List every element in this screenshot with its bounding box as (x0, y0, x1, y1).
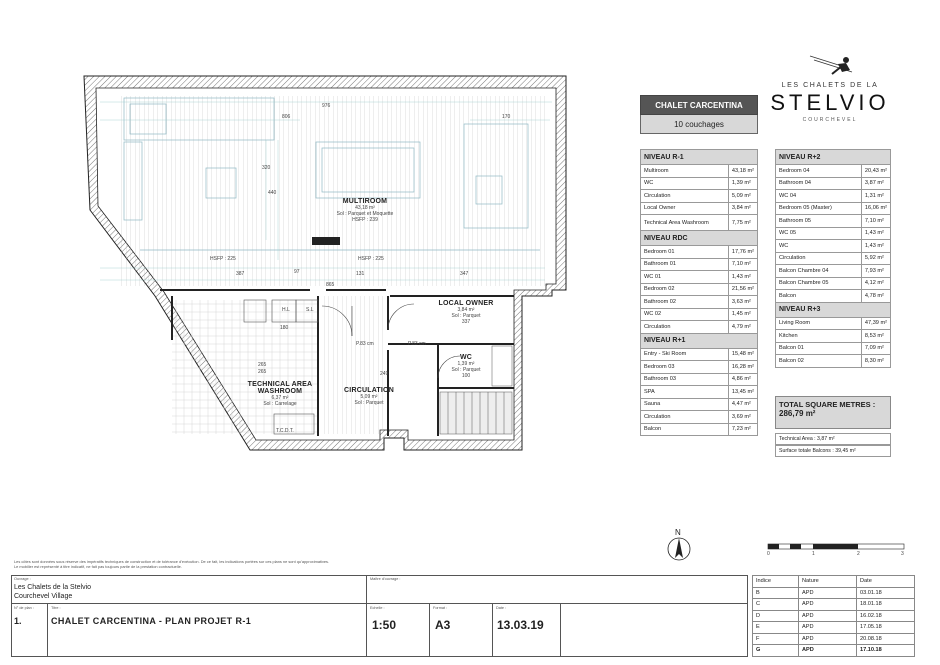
disclaimer-line: Le mobilier est représenté à titre indicatif, ne fait pas toujours partie de la prestation contractuelle. (14, 564, 182, 569)
room-area: 6,37 m² (271, 395, 289, 401)
table-row: Bathroom 03 4,86 m² (641, 373, 758, 386)
table-row: Technical Area Washroom 7,75 m² (641, 215, 758, 231)
dim-label: 976 (322, 103, 331, 109)
chalet-capacity: 10 couchages (640, 115, 758, 134)
room-local-owner (426, 300, 506, 325)
ouvrage-label: Ouvrage : (14, 577, 31, 581)
chalet-name: CHALET CARCENTINA (640, 95, 758, 115)
table-row: WC 01 1,43 m² (641, 271, 758, 284)
disclaimer (14, 559, 734, 569)
table-header-row: Indice Nature Date (753, 576, 915, 588)
logo-top-line: LES CHALETS DE LA (781, 82, 879, 89)
table-row: Bedroom 01 17,76 m² (641, 246, 758, 259)
room-floor: Sol : Parquet (451, 313, 481, 319)
table-row: WC 1,39 m² (641, 177, 758, 190)
date-label: Date : (496, 606, 507, 610)
hl-label: H.L (282, 307, 290, 313)
room-multiroom (320, 198, 410, 223)
room-name: MULTIROOM (342, 198, 388, 205)
level-title: NIVEAU R+3 (776, 302, 891, 317)
table-row: Circulation 5,92 m² (776, 252, 891, 265)
revision-table (752, 575, 915, 657)
room-floor: Sol : Parquet (354, 400, 384, 406)
room-wc (446, 354, 486, 379)
room-name: LOCAL OWNER (438, 300, 494, 307)
door-label: P.83 cm (356, 341, 374, 347)
logo-main: STELVIO (770, 90, 890, 115)
skier-logo-icon (808, 54, 858, 80)
disclaimer-line: Les côtes sont données sous réserve des impératifs techniques de construction et de tolérance d'exécution. De ce fait, les indications portées sur ces plans ne sont qu'approximatives. (14, 559, 330, 564)
north-label: N (675, 528, 681, 537)
scale-tick: 0 (767, 551, 770, 557)
multiroom-floor (120, 96, 548, 286)
area-table-left (640, 149, 758, 436)
table-row: Balcon Chambre 04 7,93 m² (776, 265, 891, 278)
table-row: Kitchen 8,53 m² (776, 330, 891, 343)
table-row: Bedroom 05 (Master) 16,06 m² (776, 202, 891, 215)
table-row: Circulation 4,79 m² (641, 321, 758, 334)
technical-note: Technical Area : 3,87 m² (775, 433, 891, 445)
room-dim: 337 (461, 319, 471, 325)
table-row: Bedroom 03 16,28 m² (641, 361, 758, 374)
door-label: P.83 cm (408, 341, 426, 347)
table-row: Local Owner 3,84 m² (641, 202, 758, 215)
table-row: Balcon 01 7,09 m² (776, 342, 891, 355)
tcdt-label: T.C.D.T. (276, 428, 294, 434)
room-technical (240, 381, 320, 407)
table-row: Bedroom 04 20,43 m² (776, 165, 891, 178)
table-row: Balcon 02 8,30 m² (776, 355, 891, 368)
level-title: NIVEAU R+1 (641, 333, 758, 348)
titre: CHALET CARCENTINA - PLAN PROJET R-1 (51, 616, 252, 626)
sl-label: S.L (306, 307, 314, 313)
radiator (312, 237, 340, 245)
dim-label: 265 (258, 369, 267, 375)
room-hsfp: HSFP : 239 (352, 217, 378, 223)
table-row: WC 05 1,43 m² (776, 227, 891, 240)
logo-sub: COURCHEVEL (802, 117, 858, 123)
table-row: WC 04 1,31 m² (776, 190, 891, 203)
room-name: CIRCULATION (344, 387, 394, 394)
table-row: F APD 20.08.18 (753, 633, 915, 645)
room-name: WC (459, 354, 473, 361)
echelle: 1:50 (372, 618, 397, 632)
table-row: Multiroom 43,18 m² (641, 165, 758, 178)
plan-no: 1. (14, 616, 22, 626)
total-value: 286,79 m² (779, 409, 816, 418)
dim-label: 265 (258, 362, 267, 368)
table-row: C APD 18.01.18 (753, 599, 915, 611)
ouvrage-line: Courchevel Village (14, 593, 73, 600)
room-floor: Sol : Parquet et Moquette (336, 211, 394, 217)
room-floor: Sol : Parquet (451, 367, 481, 373)
hsfp-label: HSFP : 225 (210, 256, 236, 262)
dim-label: 806 (282, 114, 291, 120)
room-circulation (334, 387, 404, 406)
room-floor: Sol : Carrelage (263, 401, 297, 407)
table-row: Bedroom 02 21,56 m² (641, 283, 758, 296)
table-row: Entry - Ski Room 15,48 m² (641, 348, 758, 361)
balcons-note: Surface totale Balcons : 39,45 m² (775, 445, 891, 457)
echelle-label: Echelle : (370, 606, 385, 610)
dim-label: 320 (262, 165, 271, 171)
dim-label: 180 (280, 325, 289, 331)
dim-label: 131 (356, 271, 365, 277)
total-label: TOTAL SQUARE METRES : (779, 400, 876, 409)
table-row: Circulation 5,09 m² (641, 190, 758, 203)
table-row: Bathroom 02 3,63 m² (641, 296, 758, 309)
plan-no-label: N° de plan : (14, 606, 34, 610)
circulation-floor (320, 296, 389, 434)
hsfp-label: HSFP : 225 (358, 256, 384, 262)
table-row: Bathroom 05 7,10 m² (776, 215, 891, 228)
table-row: Bathroom 04 3,87 m² (776, 177, 891, 190)
table-row: WC 1,43 m² (776, 240, 891, 253)
table-row: Balcon 7,23 m² (641, 423, 758, 436)
area-table-right (775, 149, 891, 368)
dim-label: 387 (236, 271, 245, 277)
dim-label: 97 (294, 269, 300, 275)
scale-bar (766, 543, 906, 551)
room-name: TECHNICAL AREA WASHROOM (247, 381, 313, 395)
room-area: 5,09 m² (360, 394, 378, 400)
titre-label: Titre : (51, 606, 61, 610)
table-row: D APD 16.02.18 (753, 610, 915, 622)
scale-tick: 2 (857, 551, 860, 557)
dim-label: 170 (502, 114, 511, 120)
table-row: Bathroom 01 7,10 m² (641, 258, 758, 271)
table-row: Living Room 47,39 m² (776, 317, 891, 330)
dim-label: 865 (326, 282, 335, 288)
table-row: G APD 17.10.18 (753, 645, 915, 657)
room-area: 1,39 m² (457, 361, 475, 367)
scale-tick: 1 (812, 551, 815, 557)
date: 13.03.19 (497, 618, 544, 632)
room-area: 3,84 m² (457, 307, 475, 313)
table-row: E APD 17.05.18 (753, 622, 915, 634)
ouvrage-line: Les Chalets de la Stelvio (14, 584, 92, 591)
room-area: 43,18 m² (355, 205, 375, 211)
dim-label: 347 (460, 271, 469, 277)
room-dim: 100 (461, 373, 471, 379)
total-area (775, 396, 891, 429)
scale-tick: 3 (901, 551, 904, 557)
level-title: NIVEAU R+2 (776, 150, 891, 165)
dim-label: 440 (268, 190, 277, 196)
table-row: Balcon 4,78 m² (776, 290, 891, 303)
format: A3 (435, 618, 451, 632)
table-row: Sauna 4,47 m² (641, 398, 758, 411)
level-title: NIVEAU RDC (641, 231, 758, 246)
table-row: B APD 03.01.18 (753, 587, 915, 599)
format-label: Format : (433, 606, 448, 610)
maitre-label: Maître d'ouvrage : (370, 577, 401, 581)
table-row: WC 02 1,45 m² (641, 308, 758, 321)
table-row: Balcon Chambre 05 4,12 m² (776, 277, 891, 290)
level-title: NIVEAU R-1 (641, 150, 758, 165)
dim-label: 249 (380, 371, 389, 377)
table-row: Circulation 3,69 m² (641, 411, 758, 424)
table-row: SPA 13,45 m² (641, 386, 758, 399)
